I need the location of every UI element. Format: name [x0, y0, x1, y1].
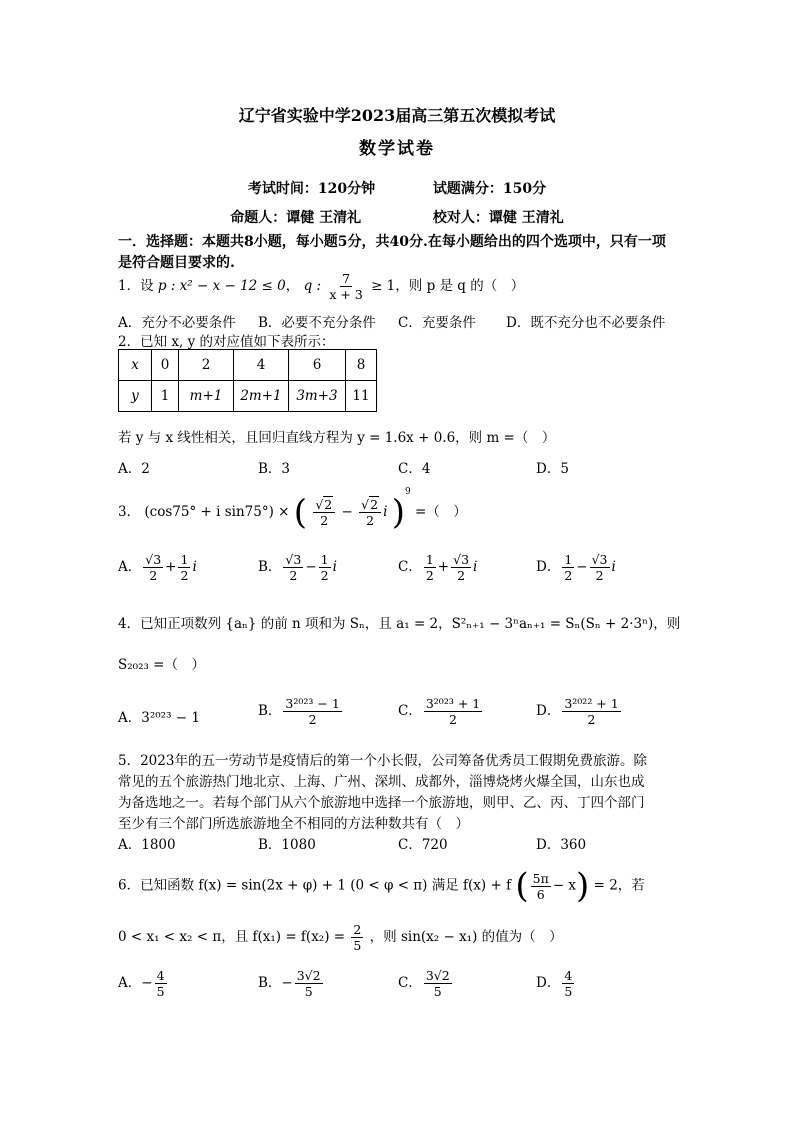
question-4-stem: 4．已知正项数列 {aₙ} 的前 n 项和为 Sₙ，且 a₁ = 2，S²ₙ₊₁ − 3ⁿaₙ₊₁ = Sₙ(Sₙ + 2·3ⁿ)，则 — [118, 616, 681, 632]
q5-option-c: C．720 — [398, 837, 448, 853]
q3-option-d: D． $\frac{1}{2}$ − $\frac{√3}{2}$ i — [536, 552, 616, 583]
question-1: 1．设 p : x² − x − 12 ≤ 0， q : $\frac{7}{x + 3}$ ≥ 1，则 p 是 q 的（ ） — [118, 271, 525, 302]
q3-left-expression: (cos75° + i sin75°) × — [144, 504, 290, 520]
q3-option-c: C． $\frac{1}{2}$ + $\frac{√3}{2}$ i — [398, 552, 478, 583]
q1-p-expression: p : x² − x − 12 ≤ 0 — [157, 278, 286, 294]
paper-title: 数学试卷 — [359, 139, 435, 159]
time-label: 考试时间：120分钟 — [247, 181, 376, 197]
table-cell: 2m+1 — [240, 388, 282, 404]
q5-option-b: B．1080 — [258, 837, 316, 853]
table-cell: 0 — [152, 350, 179, 381]
q1-number: 1．设 — [118, 278, 154, 294]
q1-q-prefix: q : — [303, 278, 322, 294]
q4-option-c: C． $\frac{\text{3²⁰²³ + 1}}{2}$ — [398, 696, 481, 727]
q1-option-d: D．既不充分也不必要条件 — [506, 315, 666, 331]
score-label: 试题满分：150分 — [432, 181, 547, 197]
table-row-y — [119, 381, 377, 412]
section-heading: 一．选择题：本题共8小题，每小题5分，共40分.在每小题给出的四个选项中，只有一项是符合题目要求的. — [118, 234, 666, 271]
q6-option-d: D． $\frac{4}{5}$ — [536, 968, 573, 999]
question-6-line1: 6．已知函数 f(x) = sin(2x + φ) + 1 (0 < φ < π) 满足 f(x) + f ( $\frac{5\pi}{6}$ − x) = 2，若 — [118, 866, 645, 906]
q1-q-suffix: ≥ 1 — [371, 278, 396, 294]
author-row — [0, 207, 794, 227]
q4-option-b: B． $\frac{\text{3²⁰²³ − 1}}{2}$ — [258, 696, 340, 727]
exam-info-row — [0, 178, 794, 198]
q1-tail: ，则 p 是 q 的（ ） — [395, 278, 525, 294]
table-cell: 2 — [179, 350, 234, 381]
q1-option-b: B．必要不充分条件 — [258, 315, 376, 331]
q4-option-d: D． $\frac{\text{3²⁰²² + 1}}{2}$ — [536, 696, 619, 727]
school-title: 辽宁省实验中学2023届高三第五次模拟考试 — [238, 106, 556, 125]
xy-table — [118, 349, 377, 412]
q5-option-d: D．360 — [536, 837, 587, 853]
q6-option-b: B．− $\frac{3√2}{5}$ — [258, 968, 321, 999]
question-5-line2: 常见的五个旅游热门地北京、上海、广州、深圳、成都外，淄博烧烤火爆全国，山东也成 — [118, 774, 645, 790]
question-3: 3． (cos75° + i sin75°) × ( $\frac{√2}{2}$ − $\frac{√2}{2}$ i )$^9$ =（ ） — [118, 487, 467, 533]
question-5-line1: 5．2023年的五一劳动节是疫情后的第一个小长假，公司筹备优秀员工假期免费旅游。除 — [118, 753, 647, 769]
q6-option-c: C． $\frac{3√2}{5}$ — [398, 968, 450, 999]
q2-option-a: A．2 — [118, 461, 150, 477]
q5-option-a: A．1800 — [118, 837, 176, 853]
q3-option-a: A． $\frac{√3}{2}$ + $\frac{1}{2}$ i — [118, 552, 197, 583]
table-cell: 6 — [289, 350, 346, 381]
table-cell: 4 — [234, 350, 289, 381]
q2-option-d: D．5 — [536, 461, 569, 477]
question-6-line2: 0 < x₁ < x₂ < π，且 f(x₁) = f(x₂) = $\frac{2}{5}$ ，则 sin(x₂ − x₁) 的值为（ ） — [118, 922, 563, 953]
q3-exponent: 9 — [404, 487, 411, 497]
table-cell: 11 — [346, 381, 377, 412]
checker-label: 校对人：谭健 王清礼 — [432, 210, 564, 226]
q1-fraction: $\frac{7}{x + 3}$ — [329, 271, 363, 302]
table-row-x — [119, 350, 377, 381]
q1-option-a: A．充分不必要条件 — [118, 315, 236, 331]
question-2-stem: 2．已知 x, y 的对应值如下表所示： — [118, 334, 335, 350]
q4-option-a: A．3²⁰²³ − 1 — [118, 710, 200, 726]
table-cell: 3m+3 — [296, 388, 338, 404]
question-2-stem2: 若 y 与 x 线性相关，且回归直线方程为 y = 1.6x + 0.6，则 m =（ ） — [118, 430, 556, 446]
setter-label: 命题人：谭健 王清礼 — [230, 210, 362, 226]
table-cell: m+1 — [189, 388, 223, 404]
table-cell: x — [131, 357, 139, 373]
table-cell: y — [131, 388, 139, 404]
table-cell: 8 — [346, 350, 377, 381]
q2-option-c: C．4 — [398, 461, 431, 477]
table-cell: 1 — [152, 381, 179, 412]
question-5-line3: 为备选地之一。若每个部门从六个旅游地中选择一个旅游地，则甲、乙、丙、丁四个部门 — [118, 795, 645, 811]
question-5-line4: 至少有三个部门所选旅游地全不相同的方法种数共有（ ） — [118, 816, 469, 832]
q3-option-b: B． $\frac{√3}{2}$ − $\frac{1}{2}$ i — [258, 552, 337, 583]
q1-option-c: C．充要条件 — [398, 315, 476, 331]
q6-option-a: A．− $\frac{4}{5}$ — [118, 968, 165, 999]
question-4-stem2: S₂₀₂₃ =（ ） — [118, 657, 205, 673]
q2-option-b: B．3 — [258, 461, 291, 477]
